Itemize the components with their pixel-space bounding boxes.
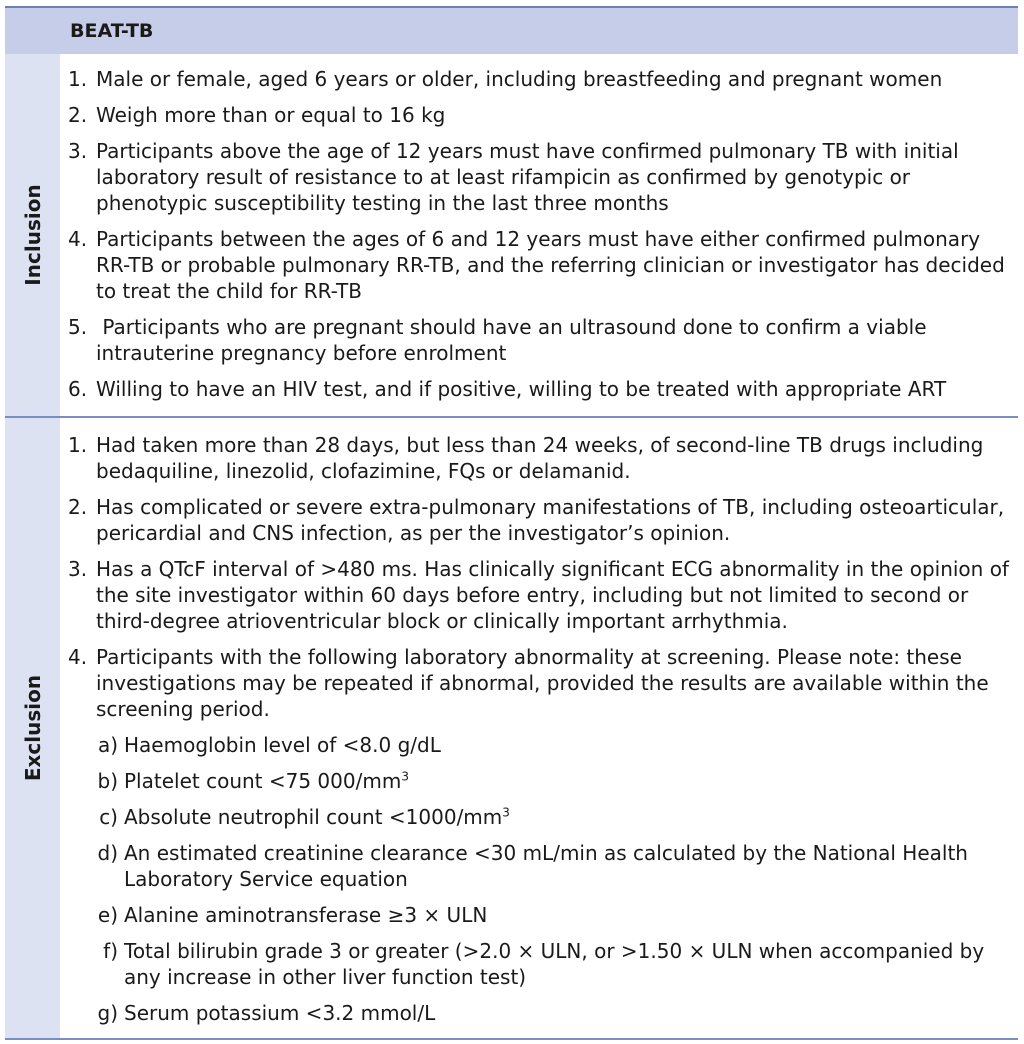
sub-item-letter: f): [103, 939, 118, 963]
sub-item: [68, 732, 1018, 758]
item-number: 1.: [68, 433, 88, 457]
sub-item-text: Absolute neutrophil count $<1000/mm^3$: [124, 805, 510, 829]
item-number: 2.: [68, 495, 88, 519]
item-number: 6.: [68, 377, 88, 401]
item-text: Participants above the age of 12 years must have confirmed pulmonary TB with initial laboratory result of resistance to at least rifampicin as confirmed by genotypic or phenotypic susceptibility testing in the last three months: [96, 139, 959, 215]
exclusion-section: [5, 418, 1018, 1040]
sub-item-letter: e): [97, 903, 118, 927]
sub-item-text: Serum potassium <3.2 mmol/L: [124, 1001, 436, 1025]
inclusion-section: [5, 54, 1018, 418]
item-number: 4.: [68, 227, 88, 251]
list-item: [68, 432, 1018, 484]
list-item: [68, 556, 1018, 634]
sub-item: [68, 902, 1018, 928]
sub-item: [68, 840, 1018, 892]
exclusion-side: [5, 418, 60, 1038]
list-item: [68, 644, 1018, 722]
item-number: 2.: [68, 103, 88, 127]
sub-item-letter: a): [97, 733, 118, 757]
item-number: 5.: [68, 315, 88, 339]
list-item: [68, 102, 1018, 128]
table-header: [5, 6, 1018, 54]
criteria-table: [5, 6, 1018, 1040]
item-text: Had taken more than 28 days, but less than 24 weeks, of second-line TB drugs including bedaquiline, linezolid, clofazimine, FQs or delamanid.: [96, 433, 984, 483]
sub-item-text: Total bilirubin grade 3 or greater (>2.0 × ULN, or >1.50 × ULN when accompanied by any increase in other liver function test): [124, 939, 985, 989]
item-number: 3.: [68, 557, 88, 581]
inclusion-list: [60, 54, 1018, 416]
item-number: 3.: [68, 139, 88, 163]
item-text: Weigh more than or equal to 16 kg: [96, 103, 446, 127]
list-item: [68, 66, 1018, 92]
item-text: Male or female, aged 6 years or older, including breastfeeding and pregnant women: [96, 67, 943, 91]
item-number: 1.: [68, 67, 88, 91]
item-text: Participants with the following laboratory abnormality at screening. Please note: these investigations may be repeated if abnormal, provided the results are available within the screening period.: [96, 645, 989, 721]
list-item: [68, 138, 1018, 216]
superscript: 3: [401, 769, 409, 784]
item-text: Participants between the ages of 6 and 12 years must have either confirmed pulmonary RR-TB or probable pulmonary RR-TB, and the referring clinician or investigator has decided to treat the child for RR-TB: [96, 227, 1005, 303]
item-number: 4.: [68, 645, 88, 669]
list-item: [68, 376, 1018, 402]
sub-item-text: Platelet count <75 $000/mm^3$: [124, 769, 409, 793]
item-text: Willing to have an HIV test, and if positive, willing to be treated with appropriate ART: [96, 377, 947, 401]
sub-item-letter: b): [97, 769, 118, 793]
list-item: [68, 314, 1018, 366]
sub-item-text: Haemoglobin level of <8.0 g/dL: [124, 733, 441, 757]
sub-item-letter: d): [97, 841, 118, 865]
sub-item-letter: c): [99, 805, 118, 829]
inclusion-label: Inclusion: [20, 184, 45, 286]
item-text: Has complicated or severe extra-pulmonary manifestations of TB, including osteoarticular, pericardial and CNS infection, as per the investigator’s opinion.: [96, 495, 1005, 545]
inclusion-side: [5, 54, 60, 416]
table-title: BEAT-TB: [70, 20, 154, 42]
superscript: 3: [502, 805, 510, 820]
sub-item: [68, 804, 1018, 830]
list-item: [68, 226, 1018, 304]
exclusion-list: [60, 418, 1018, 1038]
sub-item-letter: g): [97, 1001, 118, 1025]
sub-item: [68, 1000, 1018, 1026]
sub-item: [68, 938, 1018, 990]
list-item: [68, 494, 1018, 546]
sub-item-text: An estimated creatinine clearance <30 mL/min as calculated by the National Health Laboratory Service equation: [124, 841, 968, 891]
sub-item-text: Alanine aminotransferase ≥3 × ULN: [124, 903, 488, 927]
exclusion-label: Exclusion: [20, 674, 45, 782]
sub-item: [68, 768, 1018, 794]
item-text: Has a QTcF interval of >480 ms. Has clinically significant ECG abnormality in the opinion of the site investigator within 60 days before entry, including but not limited to second or third-degree atrioventricular block or clinically important arrhythmia.: [96, 557, 1009, 633]
item-text: Participants who are pregnant should have an ultrasound done to confirm a viable intrauterine pregnancy before enrolment: [96, 315, 933, 365]
